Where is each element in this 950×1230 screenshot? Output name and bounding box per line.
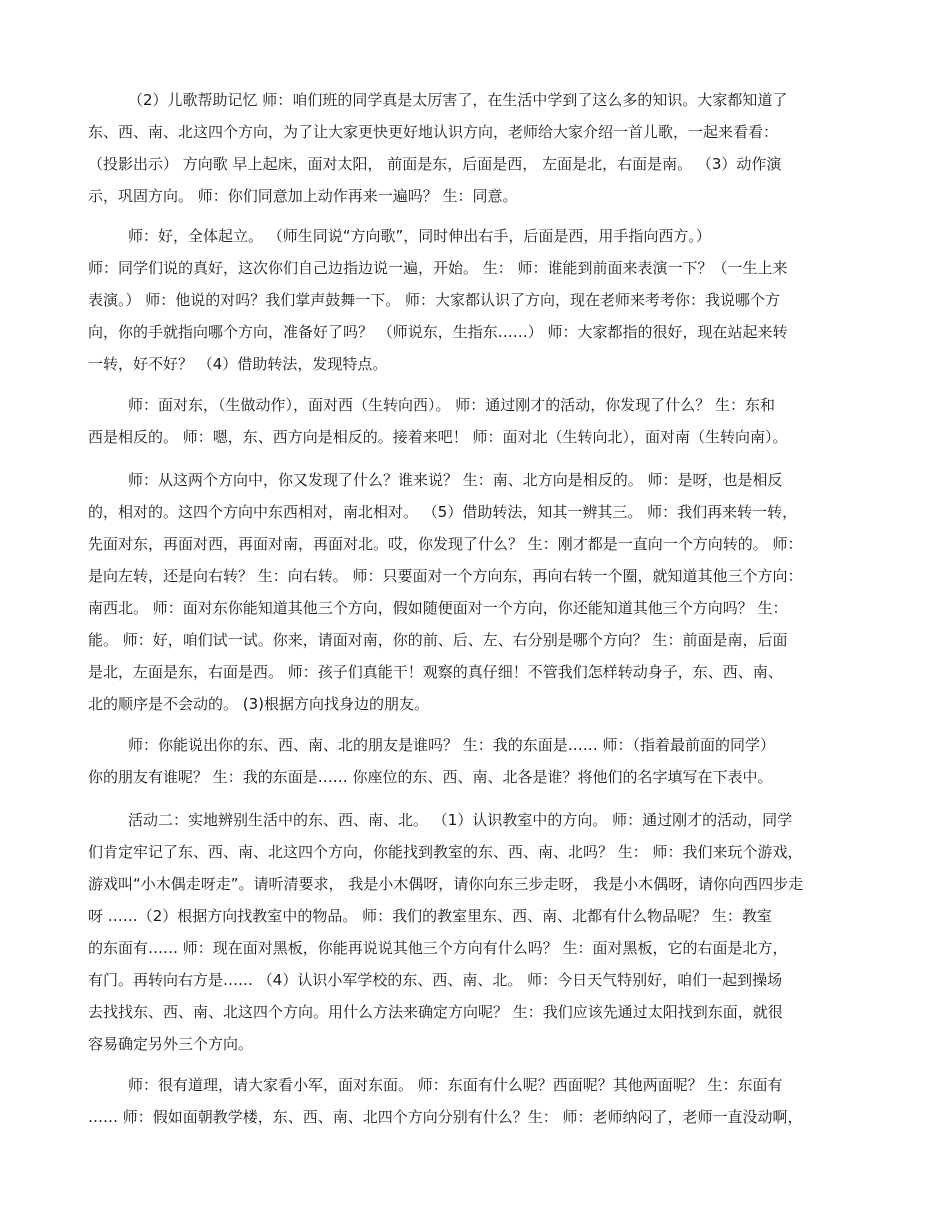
text-line: 是北，左面是东，右面是西。 师：孩子们真能干！观察的真仔细！不管我们怎样转动身子，东、西、南、: [88, 663, 783, 681]
text-line: 师：面对东，（生做动作），面对西（生转向西）。 师：通过刚才的活动，你发现了什么？ 生：东和: [128, 396, 776, 414]
text-line: 能。 师：好，咱们试一试。你来，请面对南，你的前、后、左、右分别是哪个方向？ 生：前面是南，后面: [88, 631, 788, 649]
paragraph-2: [88, 220, 868, 380]
paragraph-3: [88, 389, 868, 453]
text-line: 师：同学们说的真好，这次你们自己边指边说一遍，开始。 生： 师：谁能到前面来表演一下？（一生上来: [88, 259, 788, 277]
text-line: 南西北。 师：面对东你能知道其他三个方向，假如随便面对一个方向，你还能知道其他三个方向吗？ 生：: [88, 599, 788, 617]
text-line: 师：从这两个方向中，你又发现了什么？谁来说？ 生：南、北方向是相反的。 师：是呀，也是相反: [128, 471, 783, 489]
paragraph-4: [88, 464, 868, 720]
text-line: 游戏叫“小木偶走呀走”。请听清要求， 我是小木偶呀，请你向东三步走呀， 我是小木偶呀，请你向西四步走: [88, 875, 804, 893]
paragraph-5: [88, 729, 868, 793]
text-line: 的东面有…… 师：现在面对黑板，你能再说说其他三个方向有什么吗？ 生：面对黑板，它的右面是北方，: [88, 939, 788, 957]
text-line: 有门。再转向右方是…… （4）认识小军学校的东、西、南、北。 师：今日天气特别好，咱们一起到操场: [88, 971, 783, 989]
text-line: …… 师：假如面朝教学楼，东、西、南、北四个方向分别有什么？生： 师：老师纳闷了，老师一直没动啊，: [88, 1108, 803, 1126]
text-line: （投影出示） 方向歌 早上起床，面对太阳， 前面是东，后面是西， 左面是北，右面是南。 （3）动作演: [88, 155, 782, 173]
text-line: 去找找东、西、南、北这四个方向。用什么方法来确定方向呢？ 生：我们应该先通过太阳找到东面，就很: [88, 1003, 783, 1021]
text-line: 向，你的手就指向哪个方向，准备好了吗？ （师说东，生指东……） 师：大家都指的很好，现在站起来转: [88, 323, 788, 341]
text-line: （2）儿歌帮助记忆 师：咱们班的同学真是太厉害了，在生活中学到了这么多的知识。大家都知道了: [128, 91, 788, 109]
text-line: 是向左转，还是向右转？ 生：向右转。 师：只要面对一个方向东，再向右转一个圈，就知道其他三个方向：: [88, 567, 803, 585]
text-line: 西是相反的。 师：嗯，东、西方向是相反的。接着来吧！ 师：面对北（生转向北），面对南（生转向南）。: [88, 428, 788, 446]
text-line: 北的顺序是不会动的。 (3)根据方向找身边的朋友。: [88, 695, 430, 713]
paragraph-6: [88, 804, 868, 1060]
text-line: 呀 ……（2）根据方向找教室中的物品。 师：我们的教室里东、西、南、北都有什么物品呢？ 生：教室: [88, 907, 772, 925]
paragraph-7: [88, 1069, 868, 1133]
text-line: 先面对东，再面对西，再面对南，再面对北。哎，你发现了什么？ 生：刚才都是一直向一个方向转的。 师：: [88, 535, 803, 553]
text-line: 们肯定牢记了东、西、南、北这四个方向，你能找到教室的东、西、南、北吗？ 生： 师：我们来玩个游戏，: [88, 843, 803, 861]
text-line: 师：很有道理，请大家看小军，面对东面。 师：东面有什么呢？西面呢？其他两面呢？ 生：东面有: [128, 1076, 783, 1094]
text-line: 师：你能说出你的东、西、南、北的朋友是谁吗？ 生：我的东面是…… 师：（指着最前面的同学）: [128, 736, 776, 754]
text-line: 容易确定另外三个方向。: [88, 1035, 254, 1053]
text-line: 一转，好不好？ （4）借助转法，发现特点。: [88, 355, 388, 373]
text-line: 示，巩固方向。 师：你们同意加上动作再来一遍吗？ 生：同意。: [88, 187, 518, 205]
text-line: 活动二：实地辨别生活中的东、西、南、北。 （1）认识教室中的方向。 师：通过刚才的活动，同学: [128, 811, 793, 829]
text-line: 的，相对的。这四个方向中东西相对，南北相对。 （5）借助转法，知其一辨其三。 师：我们再来转一转，: [88, 503, 798, 521]
text-line: 你的朋友有谁呢？ 生：我的东面是…… 你座位的东、西、南、北各是谁？将他们的名字填写在下表中。: [88, 768, 773, 786]
text-line: 表演。） 师：他说的对吗？我们掌声鼓舞一下。 师：大家都认识了方向，现在老师来考考你：我说哪个方: [88, 291, 781, 309]
text-line: 东、西、南、北这四个方向，为了让大家更快更好地认识方向，老师给大家介绍一首儿歌，一起来看看：: [88, 123, 779, 141]
text-line: 师：好，全体起立。 （师生同说“方向歌”，同时伸出右手，后面是西，用手指向西方。）: [128, 227, 711, 245]
paragraph-1: [88, 84, 868, 212]
